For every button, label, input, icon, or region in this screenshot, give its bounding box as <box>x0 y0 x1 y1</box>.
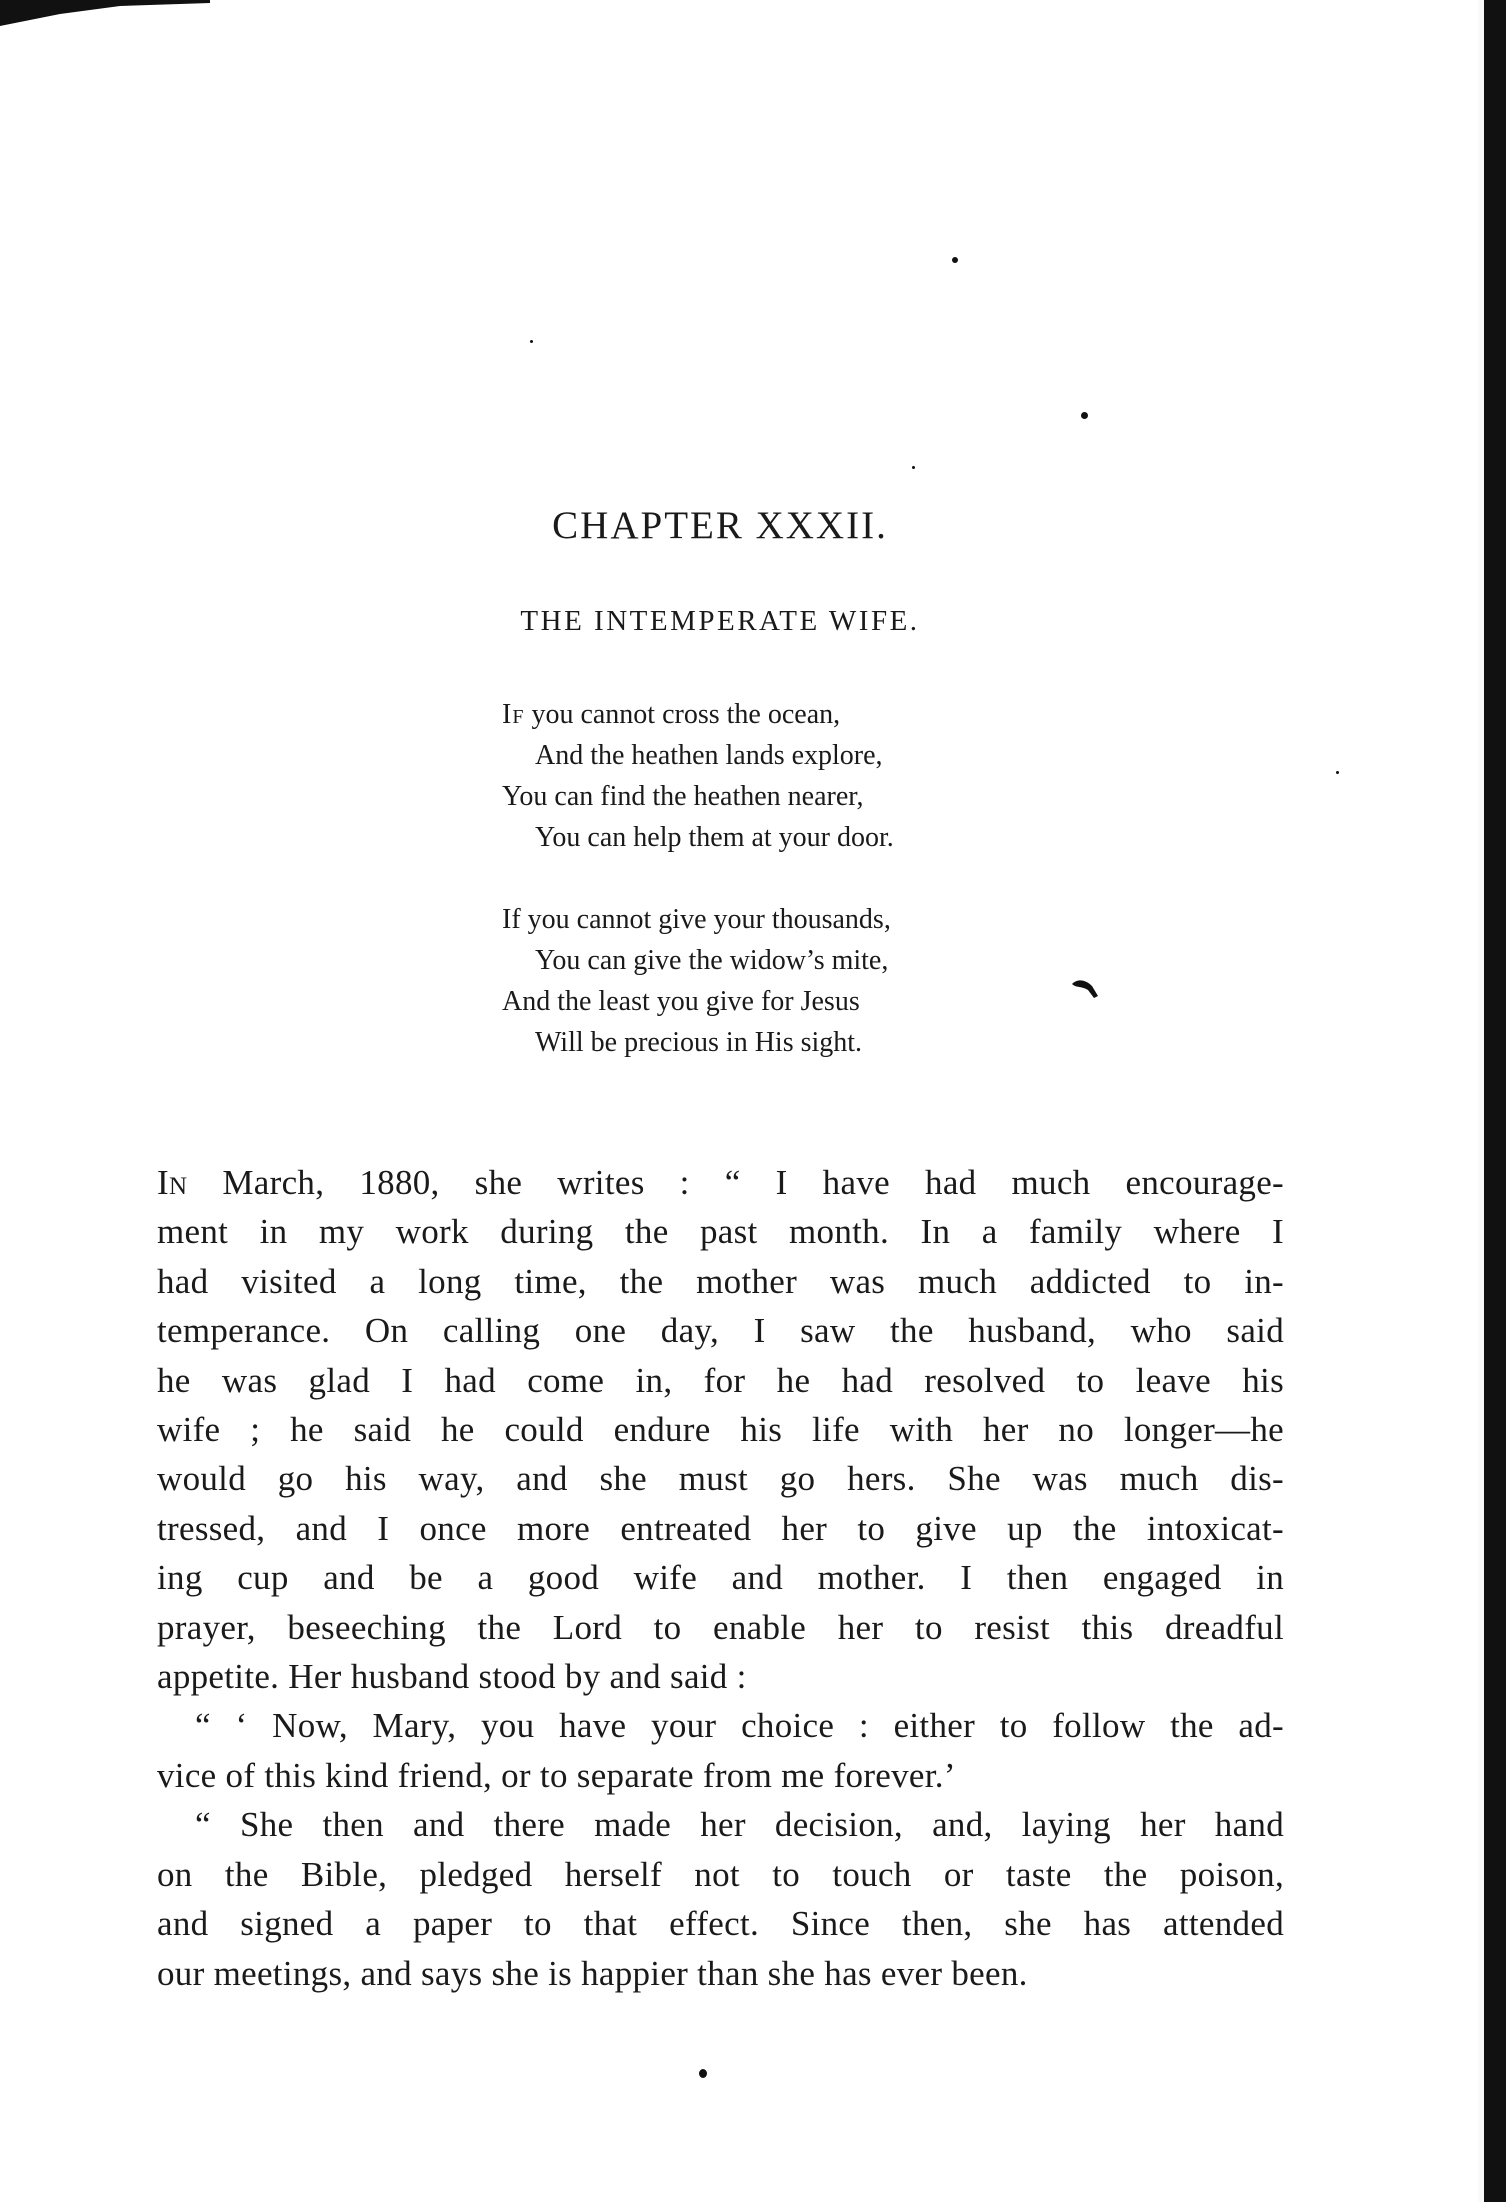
text-line: our meetings, and says she is happier than she has ever been. <box>157 1953 1028 1993</box>
paragraph <box>157 1701 1284 1800</box>
text-line: appetite. Her husband stood by and said : <box>157 1657 747 1697</box>
scan-speck <box>952 257 958 263</box>
poem-stanza <box>502 694 894 858</box>
paragraph <box>157 1158 1284 1701</box>
chapter-subtitle: THE INTEMPERATE WIFE. <box>520 605 920 637</box>
scan-speck <box>1336 771 1339 774</box>
verse-line-rest: you cannot cross the ocean, <box>524 699 841 730</box>
scan-edge-right <box>1484 0 1506 2202</box>
verse-line: You can find the heathen nearer, <box>502 781 864 812</box>
scan-speck <box>530 340 533 343</box>
scan-speck <box>1081 412 1088 419</box>
text-line: had visited a long time, the mother was much addicted to in- <box>157 1261 1284 1301</box>
scan-edge-mark <box>0 0 210 26</box>
verse-line: Will be precious in His sight. <box>535 1027 863 1058</box>
lead-word: In <box>157 1163 188 1202</box>
text-line: vice of this kind friend, or to separate from me forever.’ <box>157 1755 956 1795</box>
text-line: and signed a paper to that effect. Since then, she has attended <box>157 1904 1284 1944</box>
text-line: prayer, beseeching the Lord to enable her to resist this dreadful <box>157 1607 1284 1647</box>
verse-line: And the least you give for Jesus <box>502 986 860 1017</box>
text-line: he was glad I had come in, for he had resolved to leave his <box>157 1360 1284 1400</box>
text-line: temperance. On calling one day, I saw the husband, who said <box>157 1311 1284 1351</box>
text-line: on the Bible, pledged herself not to touch or taste the poison, <box>157 1854 1284 1894</box>
verse-line: If you cannot give your thousands, <box>502 904 891 935</box>
verse-line <box>502 694 894 735</box>
paragraph <box>157 1800 1284 1998</box>
text-line-rest: March, 1880, she writes : “ I have had much encourage- <box>187 1163 1284 1202</box>
text-line: ing cup and be a good wife and mother. I then engaged in <box>157 1558 1284 1598</box>
scan-speck <box>699 2069 707 2078</box>
text-line: tressed, and I once more entreated her to give up the intoxicat- <box>157 1508 1284 1548</box>
text-line: would go his way, and she must go hers. She was much dis- <box>157 1459 1284 1499</box>
epigraph-poem <box>502 694 894 1104</box>
text-line: “ ‘ Now, Mary, you have your choice : either to follow the ad- <box>195 1706 1284 1746</box>
verse-line: You can help them at your door. <box>535 822 894 853</box>
body-text <box>157 1158 1284 1998</box>
text-line: “ She then and there made her decision, and, laying her hand <box>195 1805 1284 1845</box>
verse-line: You can give the widow’s mite, <box>535 945 889 976</box>
verse-line: And the heathen lands explore, <box>535 740 883 771</box>
text-line <box>157 1158 1284 1207</box>
chapter-title: CHAPTER XXXII. <box>552 504 888 547</box>
scan-speck <box>912 466 915 469</box>
poem-stanza <box>502 899 894 1063</box>
text-line: wife ; he said he could endure his life with her no longer—he <box>157 1410 1284 1450</box>
text-line: ment in my work during the past month. In a family where I <box>157 1212 1284 1252</box>
verse-first-word: If <box>502 699 525 730</box>
scan-smudge <box>1070 978 1100 1000</box>
